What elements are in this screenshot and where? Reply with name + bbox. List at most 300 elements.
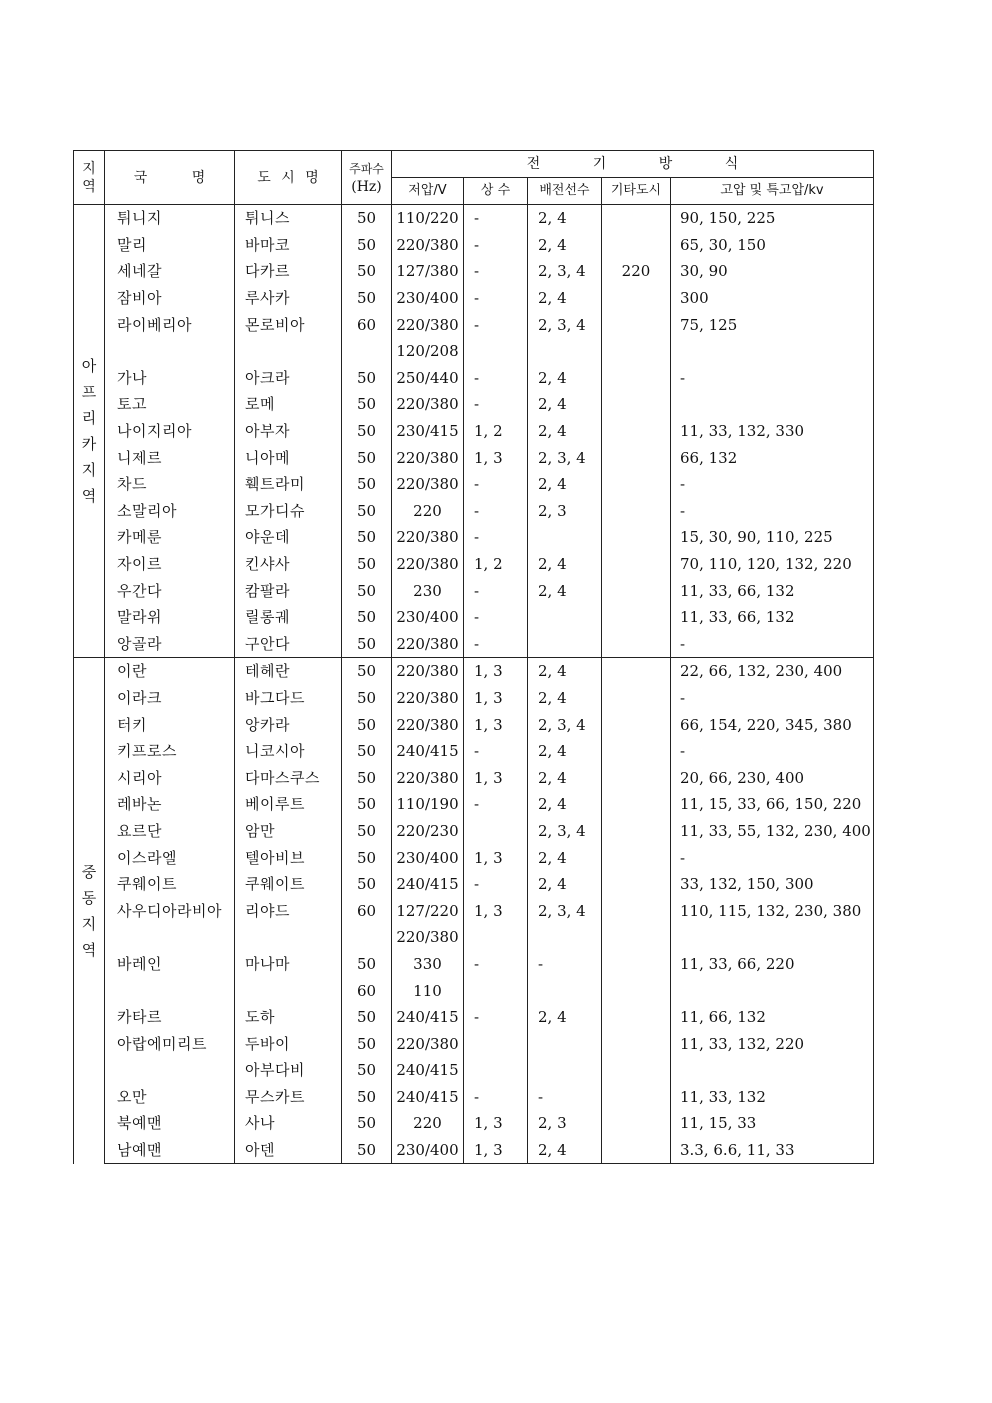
wires-cell: 2, 4 xyxy=(528,232,602,259)
phase-cell: - xyxy=(464,1084,528,1111)
table-header xyxy=(74,151,874,205)
high-voltage-cell: 11, 33, 132, 330 xyxy=(671,418,874,445)
wires-cell: 2, 4 xyxy=(528,577,602,604)
other-city-cell xyxy=(602,711,671,738)
region-cell xyxy=(74,658,105,1164)
country-cell xyxy=(105,338,235,365)
wires-cell: 2, 4 xyxy=(528,1137,602,1164)
frequency-cell: 50 xyxy=(342,1084,392,1111)
other-city-cell xyxy=(602,924,671,951)
city-cell: 쿠웨이트 xyxy=(235,871,342,898)
header-frequency-bottom: (Hz) xyxy=(351,178,382,195)
other-city-cell xyxy=(602,1137,671,1164)
frequency-cell: 50 xyxy=(342,365,392,392)
phase-cell xyxy=(464,977,528,1004)
other-city-cell xyxy=(602,205,671,232)
low-voltage-cell: 220 xyxy=(392,498,464,525)
phase-cell: 1, 3 xyxy=(464,897,528,924)
table-row xyxy=(74,1137,874,1164)
frequency-cell: 50 xyxy=(342,871,392,898)
other-city-cell xyxy=(602,391,671,418)
phase-cell: - xyxy=(464,205,528,232)
table-row xyxy=(74,871,874,898)
city-cell: 아부자 xyxy=(235,418,342,445)
city-cell: 베이루트 xyxy=(235,791,342,818)
other-city-cell xyxy=(602,897,671,924)
high-voltage-cell xyxy=(671,1057,874,1084)
low-voltage-cell: 240/415 xyxy=(392,871,464,898)
other-city-cell xyxy=(602,871,671,898)
city-cell xyxy=(235,338,342,365)
high-voltage-cell xyxy=(671,391,874,418)
region-label: 중동지역 xyxy=(81,862,97,959)
low-voltage-cell: 220/380 xyxy=(392,711,464,738)
phase-cell xyxy=(464,924,528,951)
other-city-cell xyxy=(602,1030,671,1057)
table-row xyxy=(74,1004,874,1031)
frequency-cell: 60 xyxy=(342,897,392,924)
city-cell: 두바이 xyxy=(235,1030,342,1057)
country-cell xyxy=(105,1057,235,1084)
phase-cell: - xyxy=(464,471,528,498)
country-cell: 말라위 xyxy=(105,604,235,631)
city-cell: 로메 xyxy=(235,391,342,418)
header-country: 국 명 xyxy=(105,151,235,205)
country-cell: 세네갈 xyxy=(105,258,235,285)
frequency-cell: 50 xyxy=(342,1004,392,1031)
low-voltage-cell: 240/415 xyxy=(392,1057,464,1084)
high-voltage-cell: 11, 33, 132, 220 xyxy=(671,1030,874,1057)
table-row xyxy=(74,471,874,498)
low-voltage-cell: 127/380 xyxy=(392,258,464,285)
frequency-cell: 50 xyxy=(342,951,392,978)
region-cell xyxy=(74,205,105,658)
other-city-cell: 220 xyxy=(602,258,671,285)
frequency-cell: 50 xyxy=(342,1057,392,1084)
high-voltage-cell xyxy=(671,924,874,951)
frequency-cell: 50 xyxy=(342,232,392,259)
city-cell: 야운데 xyxy=(235,524,342,551)
other-city-cell xyxy=(602,604,671,631)
high-voltage-cell: 90, 150, 225 xyxy=(671,205,874,232)
frequency-cell: 50 xyxy=(342,685,392,712)
low-voltage-cell: 230/415 xyxy=(392,418,464,445)
wires-cell: - xyxy=(528,951,602,978)
frequency-cell: 50 xyxy=(342,658,392,685)
phase-cell: - xyxy=(464,232,528,259)
phase-cell: 1, 3 xyxy=(464,658,528,685)
city-cell: 사나 xyxy=(235,1110,342,1137)
table-row xyxy=(74,1057,874,1084)
phase-cell xyxy=(464,338,528,365)
other-city-cell xyxy=(602,338,671,365)
country-cell xyxy=(105,924,235,951)
phase-cell: 1, 2 xyxy=(464,551,528,578)
country-cell: 요르단 xyxy=(105,818,235,845)
table-row xyxy=(74,577,874,604)
wires-cell xyxy=(528,631,602,658)
table-row xyxy=(74,232,874,259)
wires-cell: 2, 4 xyxy=(528,871,602,898)
high-voltage-cell: - xyxy=(671,738,874,765)
low-voltage-cell: 110/220 xyxy=(392,205,464,232)
city-cell: 도하 xyxy=(235,1004,342,1031)
wires-cell: 2, 4 xyxy=(528,391,602,418)
other-city-cell xyxy=(602,791,671,818)
table-row xyxy=(74,818,874,845)
wires-cell: 2, 4 xyxy=(528,365,602,392)
other-city-cell xyxy=(602,311,671,338)
header-frequency xyxy=(342,151,392,205)
wires-cell: 2, 3, 4 xyxy=(528,818,602,845)
phase-cell xyxy=(464,1030,528,1057)
city-cell: 테헤란 xyxy=(235,658,342,685)
region-group-middle-east xyxy=(74,658,874,1164)
phase-cell: - xyxy=(464,391,528,418)
table-row xyxy=(74,311,874,338)
wires-cell xyxy=(528,924,602,951)
city-cell: 아덴 xyxy=(235,1137,342,1164)
frequency-cell: 50 xyxy=(342,551,392,578)
region-group-africa xyxy=(74,205,874,658)
city-cell: 텔아비브 xyxy=(235,844,342,871)
wires-cell: 2, 4 xyxy=(528,764,602,791)
city-cell: 훽트라미 xyxy=(235,471,342,498)
city-cell: 니코시아 xyxy=(235,738,342,765)
phase-cell: 1, 3 xyxy=(464,1110,528,1137)
wires-cell xyxy=(528,977,602,1004)
table-row xyxy=(74,658,874,685)
other-city-cell xyxy=(602,685,671,712)
city-cell: 암만 xyxy=(235,818,342,845)
table-row xyxy=(74,764,874,791)
frequency-cell xyxy=(342,924,392,951)
high-voltage-cell: 11, 33, 55, 132, 230, 400 xyxy=(671,818,874,845)
country-cell: 쿠웨이트 xyxy=(105,871,235,898)
wires-cell: 2, 4 xyxy=(528,418,602,445)
high-voltage-cell: - xyxy=(671,685,874,712)
city-cell: 모가디슈 xyxy=(235,498,342,525)
country-cell: 튀니지 xyxy=(105,205,235,232)
phase-cell: - xyxy=(464,791,528,818)
low-voltage-cell: 330 xyxy=(392,951,464,978)
frequency-cell xyxy=(342,338,392,365)
table-row xyxy=(74,738,874,765)
country-cell: 남예맨 xyxy=(105,1137,235,1164)
low-voltage-cell: 220/230 xyxy=(392,818,464,845)
city-cell: 니아메 xyxy=(235,444,342,471)
city-cell: 튀니스 xyxy=(235,205,342,232)
phase-cell: - xyxy=(464,365,528,392)
country-cell: 이스라엘 xyxy=(105,844,235,871)
phase-cell: - xyxy=(464,738,528,765)
frequency-cell: 60 xyxy=(342,977,392,1004)
other-city-cell xyxy=(602,471,671,498)
high-voltage-cell: 11, 15, 33, 66, 150, 220 xyxy=(671,791,874,818)
frequency-cell: 50 xyxy=(342,418,392,445)
phase-cell: 1, 3 xyxy=(464,764,528,791)
wires-cell: 2, 4 xyxy=(528,471,602,498)
low-voltage-cell: 240/415 xyxy=(392,1084,464,1111)
city-cell: 아크라 xyxy=(235,365,342,392)
table-row xyxy=(74,844,874,871)
region-label: 아프리카지역 xyxy=(81,357,97,506)
wires-cell: 2, 4 xyxy=(528,791,602,818)
wires-cell: 2, 3, 4 xyxy=(528,444,602,471)
low-voltage-cell: 230/400 xyxy=(392,1137,464,1164)
table-row xyxy=(74,685,874,712)
high-voltage-cell: 22, 66, 132, 230, 400 xyxy=(671,658,874,685)
other-city-cell xyxy=(602,577,671,604)
other-city-cell xyxy=(602,977,671,1004)
voltage-table-sheet xyxy=(73,150,873,1164)
country-cell: 사우디아라비아 xyxy=(105,897,235,924)
header-phase: 상 수 xyxy=(464,178,528,205)
other-city-cell xyxy=(602,444,671,471)
table-row xyxy=(74,951,874,978)
high-voltage-cell: 300 xyxy=(671,285,874,312)
low-voltage-cell: 220 xyxy=(392,1110,464,1137)
country-cell: 앙골라 xyxy=(105,631,235,658)
frequency-cell: 50 xyxy=(342,604,392,631)
table-row xyxy=(74,711,874,738)
low-voltage-cell: 230/400 xyxy=(392,285,464,312)
high-voltage-cell: - xyxy=(671,471,874,498)
city-cell: 무스카트 xyxy=(235,1084,342,1111)
wires-cell: 2, 3, 4 xyxy=(528,711,602,738)
phase-cell xyxy=(464,1057,528,1084)
low-voltage-cell: 220/380 xyxy=(392,551,464,578)
header-electric-system: 전 기 방 식 xyxy=(392,151,874,178)
city-cell: 마나마 xyxy=(235,951,342,978)
table-row xyxy=(74,1030,874,1057)
high-voltage-cell: 75, 125 xyxy=(671,311,874,338)
high-voltage-cell: 66, 132 xyxy=(671,444,874,471)
other-city-cell xyxy=(602,844,671,871)
phase-cell: - xyxy=(464,577,528,604)
table-row xyxy=(74,551,874,578)
wires-cell: 2, 4 xyxy=(528,205,602,232)
frequency-cell: 50 xyxy=(342,844,392,871)
high-voltage-cell: 70, 110, 120, 132, 220 xyxy=(671,551,874,578)
low-voltage-cell: 230 xyxy=(392,577,464,604)
frequency-cell: 50 xyxy=(342,791,392,818)
low-voltage-cell: 120/208 xyxy=(392,338,464,365)
frequency-cell: 50 xyxy=(342,444,392,471)
city-cell: 리야드 xyxy=(235,897,342,924)
high-voltage-cell: 110, 115, 132, 230, 380 xyxy=(671,897,874,924)
other-city-cell xyxy=(602,764,671,791)
electric-system-table xyxy=(73,150,874,1164)
table-row xyxy=(74,444,874,471)
high-voltage-cell: - xyxy=(671,844,874,871)
low-voltage-cell: 230/400 xyxy=(392,604,464,631)
table-row xyxy=(74,285,874,312)
wires-cell: - xyxy=(528,1084,602,1111)
city-cell: 킨샤사 xyxy=(235,551,342,578)
country-cell: 토고 xyxy=(105,391,235,418)
wires-cell: 2, 4 xyxy=(528,285,602,312)
frequency-cell: 50 xyxy=(342,764,392,791)
wires-cell: 2, 4 xyxy=(528,844,602,871)
high-voltage-cell: 65, 30, 150 xyxy=(671,232,874,259)
table-row xyxy=(74,258,874,285)
phase-cell: 1, 3 xyxy=(464,444,528,471)
high-voltage-cell: 33, 132, 150, 300 xyxy=(671,871,874,898)
wires-cell: 2, 4 xyxy=(528,1004,602,1031)
country-cell: 잠비아 xyxy=(105,285,235,312)
low-voltage-cell: 220/380 xyxy=(392,764,464,791)
city-cell: 바그다드 xyxy=(235,685,342,712)
low-voltage-cell: 110 xyxy=(392,977,464,1004)
header-city: 도 시 명 xyxy=(235,151,342,205)
table-row xyxy=(74,205,874,232)
country-cell: 자이르 xyxy=(105,551,235,578)
table-row xyxy=(74,791,874,818)
other-city-cell xyxy=(602,818,671,845)
other-city-cell xyxy=(602,1110,671,1137)
header-wires: 배전선수 xyxy=(528,178,602,205)
country-cell: 나이지리아 xyxy=(105,418,235,445)
frequency-cell: 50 xyxy=(342,1030,392,1057)
other-city-cell xyxy=(602,1004,671,1031)
country-cell: 라이베리아 xyxy=(105,311,235,338)
high-voltage-cell: 11, 33, 66, 220 xyxy=(671,951,874,978)
country-cell: 바레인 xyxy=(105,951,235,978)
table-row xyxy=(74,1110,874,1137)
other-city-cell xyxy=(602,951,671,978)
low-voltage-cell: 240/415 xyxy=(392,738,464,765)
country-cell xyxy=(105,977,235,1004)
city-cell: 다마스쿠스 xyxy=(235,764,342,791)
low-voltage-cell: 220/380 xyxy=(392,391,464,418)
low-voltage-cell: 240/415 xyxy=(392,1004,464,1031)
phase-cell: - xyxy=(464,258,528,285)
low-voltage-cell: 220/380 xyxy=(392,471,464,498)
other-city-cell xyxy=(602,524,671,551)
header-low-voltage: 저압/V xyxy=(392,178,464,205)
high-voltage-cell: 11, 66, 132 xyxy=(671,1004,874,1031)
table-row xyxy=(74,498,874,525)
phase-cell: - xyxy=(464,604,528,631)
frequency-cell: 50 xyxy=(342,524,392,551)
low-voltage-cell: 220/380 xyxy=(392,631,464,658)
table-row xyxy=(74,524,874,551)
wires-cell: 2, 4 xyxy=(528,738,602,765)
high-voltage-cell: 11, 15, 33 xyxy=(671,1110,874,1137)
other-city-cell xyxy=(602,232,671,259)
city-cell xyxy=(235,924,342,951)
table-row xyxy=(74,631,874,658)
country-cell: 오만 xyxy=(105,1084,235,1111)
city-cell: 몬로비아 xyxy=(235,311,342,338)
wires-cell: 2, 3, 4 xyxy=(528,258,602,285)
city-cell: 릴롱궤 xyxy=(235,604,342,631)
high-voltage-cell: 3.3, 6.6, 11, 33 xyxy=(671,1137,874,1164)
high-voltage-cell xyxy=(671,338,874,365)
high-voltage-cell: - xyxy=(671,365,874,392)
table-row xyxy=(74,418,874,445)
wires-cell: 2, 3 xyxy=(528,498,602,525)
phase-cell: 1, 3 xyxy=(464,685,528,712)
frequency-cell: 50 xyxy=(342,818,392,845)
city-cell xyxy=(235,977,342,1004)
other-city-cell xyxy=(602,418,671,445)
wires-cell xyxy=(528,524,602,551)
high-voltage-cell: 30, 90 xyxy=(671,258,874,285)
country-cell: 터키 xyxy=(105,711,235,738)
other-city-cell xyxy=(602,1057,671,1084)
high-voltage-cell: 11, 33, 66, 132 xyxy=(671,604,874,631)
header-other-city: 기타도시 xyxy=(602,178,671,205)
country-cell: 이라크 xyxy=(105,685,235,712)
low-voltage-cell: 220/380 xyxy=(392,658,464,685)
country-cell: 소말리아 xyxy=(105,498,235,525)
table-row xyxy=(74,1084,874,1111)
wires-cell: 2, 4 xyxy=(528,685,602,712)
table-row xyxy=(74,338,874,365)
phase-cell: - xyxy=(464,285,528,312)
other-city-cell xyxy=(602,1084,671,1111)
high-voltage-cell: 66, 154, 220, 345, 380 xyxy=(671,711,874,738)
low-voltage-cell: 220/380 xyxy=(392,524,464,551)
wires-cell xyxy=(528,1030,602,1057)
city-cell: 다카르 xyxy=(235,258,342,285)
city-cell: 구안다 xyxy=(235,631,342,658)
country-cell: 차드 xyxy=(105,471,235,498)
low-voltage-cell: 220/380 xyxy=(392,232,464,259)
frequency-cell: 50 xyxy=(342,711,392,738)
phase-cell: 1, 3 xyxy=(464,1137,528,1164)
low-voltage-cell: 110/190 xyxy=(392,791,464,818)
frequency-cell: 50 xyxy=(342,498,392,525)
country-cell: 이란 xyxy=(105,658,235,685)
header-high-voltage: 고압 및 특고압/kv xyxy=(671,178,874,205)
other-city-cell xyxy=(602,365,671,392)
other-city-cell xyxy=(602,551,671,578)
frequency-cell: 50 xyxy=(342,577,392,604)
other-city-cell xyxy=(602,658,671,685)
frequency-cell: 60 xyxy=(342,311,392,338)
low-voltage-cell: 250/440 xyxy=(392,365,464,392)
other-city-cell xyxy=(602,631,671,658)
wires-cell: 2, 3 xyxy=(528,1110,602,1137)
low-voltage-cell: 220/380 xyxy=(392,444,464,471)
country-cell: 키프로스 xyxy=(105,738,235,765)
country-cell: 시리아 xyxy=(105,764,235,791)
high-voltage-cell: 15, 30, 90, 110, 225 xyxy=(671,524,874,551)
header-region: 지역 xyxy=(74,151,105,205)
country-cell: 말리 xyxy=(105,232,235,259)
low-voltage-cell: 220/380 xyxy=(392,311,464,338)
frequency-cell: 50 xyxy=(342,631,392,658)
high-voltage-cell: 11, 33, 132 xyxy=(671,1084,874,1111)
city-cell: 아부다비 xyxy=(235,1057,342,1084)
city-cell: 캄팔라 xyxy=(235,577,342,604)
low-voltage-cell: 220/380 xyxy=(392,1030,464,1057)
high-voltage-cell: 20, 66, 230, 400 xyxy=(671,764,874,791)
wires-cell: 2, 3, 4 xyxy=(528,311,602,338)
phase-cell: - xyxy=(464,871,528,898)
city-cell: 바마코 xyxy=(235,232,342,259)
frequency-cell: 50 xyxy=(342,205,392,232)
frequency-cell: 50 xyxy=(342,391,392,418)
city-cell: 루사카 xyxy=(235,285,342,312)
frequency-cell: 50 xyxy=(342,1137,392,1164)
phase-cell: 1, 2 xyxy=(464,418,528,445)
other-city-cell xyxy=(602,738,671,765)
frequency-cell: 50 xyxy=(342,285,392,312)
